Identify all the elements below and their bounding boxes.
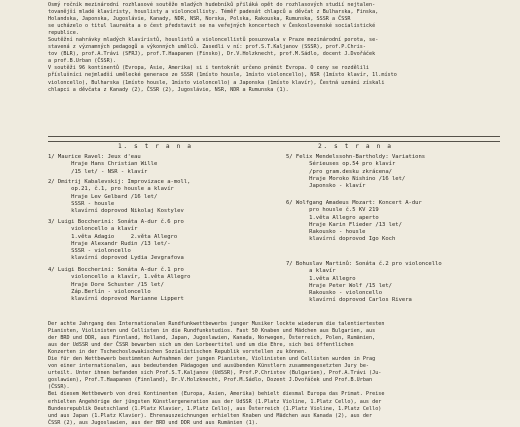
track-entry-3: 3/ Luigi Boccherini: Sonáta A-dur č.6 pro violoncello a klavír 1.věta Adagio 2.věta Allegro Hraje Alexandr Rudin /13 let/- SSSR - violoncello klavírní doprovod Lydia Jevgrafova — [48, 219, 184, 262]
side-2-heading: 2. s t r a n a — [318, 143, 393, 150]
track-entry-4: 4/ Luigi Boccherini: Sonáta A-dur č.1 pro violoncello a klavír, 1.věta Allegro Hraje Dore Schuster /15 let/ Záp.Berlín - violoncello klavírní doprovod Marianne Lippert — [48, 267, 191, 303]
track-entry-5: 5/ Felix Mendelssohn-Bartholdy: Variations Sérieuses op.54 pro klavír /pro gram.desku zkrácena/ Hraje Moroko Nishino /16 let/ Japonsko - klavír — [286, 154, 426, 190]
side-1-heading: 1. s t r a n a — [118, 143, 193, 150]
track-entry-7: 7/ Bohuslav Martinů: Sonáta č.2 pro violoncello a klavír 1.věta Allegro Hraje Peter Wolf /15 let/ Rakousko - violoncello klavírní doprovod Carlos Rivera — [286, 261, 442, 304]
track-entry-2: 2/ Dmitrij Kabalevskij: Improvizace a-moll, op.21, č.1, pro housle a klavír Hraje Lev Gelbard /16 let/ SSSR - housle klavírní doprovod Nikolaj Kostylev — [48, 179, 191, 215]
track-entry-6: 6/ Wolfgang Amadeus Mozart: Koncert A-dur pro housle č.5 KV 219 1.věta Allegro aperto Hraje Karin Flieder /13 let/ Rakousko - housle klavírní doprovod Igo Koch — [286, 200, 422, 243]
intro-paragraph-german: Der achte Jahrgang des Internationalen Rundfunkwettbewerbs junger Musiker lockte wiederum die talentiertesten Pianisten, Violinisten und Cellisten in die Rundfunkstudios. Fast 50 Knaben und Mädchen aus Bulgarien, aus der BRD und DDR, aus Finnland, Holland, Japan, Jugoslawien, Kanada, Norwegen, Österreich, Polen, Rumänien, aus der UdSSR und der ČSSR bewarben sich um den Lorbeertitel und um die Ehre, sich bei öffentlichen Konzerten in der Tschechoslowakischen Sozialistischen Republik vorstellen zu können. Die für den Wettbewerb bestimmten Aufnahmen der jungen Pianisten, Violinisten und Cellisten wurden in Prag von einer internationalen, aus bedeutenden Pädagogen und ausübenden Künstlern zusammengesetzten Jury be- urteilt. Unter ihnen befanden sich Prof.S.T.Kaljanov (UdSSR), Prof.P.Christov (Bulgarien), Prof.A.Trávi (Ju- goslawien), Prof.T.Haapanen (Finnland), Dr.V.Holzknecht, Prof.M.Sádlo, Dozent J.Dvořáček und Prof.B.Urban (ČSSR). Bei diesem Wettbewerb von drei Kontinenten (Europa, Asien, Amerika) behielt diesmal Europa das Primat. Preise erhielten Angehörige der jüngsten Künstlergeneration aus der UdSSR (1.Platz Violine, 1.Platz Cello), aus der Bundesrepublik Deutschland (1.Platz Klavier, 1.Platz Cello), aus Österreich (1.Platz Violine, 1.Platz Cello) und aus Japan (1.Platz Klavier). Ehrenauszeichnungen erhielten Knaben und Mädchen aus Kanada (2), aus der ČSSR (2), aus Jugoslawien, aus der BRD und DDR und aus Rumänien (1). — [48, 321, 385, 426]
intro-paragraph-czech: Osmý ročník mezinárodní rozhlasové soutěže mladých hudebníků přiláká opět do rozhlasových studií nejtalen- tovanější mladé klavíristy, houslisty a violoncellisty. Téměř padesát chlapců a děvčat z Bulharska, Finska, Holandska, Japonska, Jugoslávie, Kanady, NDR, NSR, Norska, Polska, Rakouska, Rumunska, SSSR a ČSSR se ucházelo o titul laureáta a o čest představit se na veřejných koncertech v Československé socialistické republice. Soutěžní nahrávky mladých klavíristů, houslistů a violoncellistů posuzovala v Praze mezinárodní porota, se- stavená z významných pedagogů a výkonných umělců. Zasedli v ní: prof.S.T.Kaljanov (SSSR), prof.P.Chris- tov (BLR), prof.A.Trávi (SFRJ), prof.T.Haapanen (Finsko), Dr.V.Holzknecht, prof.M.Sádlo, docent J.Dvořáček a prof.B.Urban (ČSSR). V soutěži 96 kontinentů (Evropa, Asie, Amerika) si i tentokrát určeno prémit Evropa. O ceny se rozdělili příslušníci nejmladší umělecké generace ze SSSR (1místo housle, 1místo violoncello), NSR (1místo klavír, 1l.místo violoncello), Bulharska (1místo housle, 1místo violoncello) a Japonska (1místo klavír), Čestná uznání získali chlapci a děvčata z Kanady (2), ČSSR (2), Jugoslávie, NSR, NDR a Rumunska (1). — [48, 2, 397, 93]
divider-line-lower — [48, 141, 500, 142]
divider-line-upper — [48, 136, 500, 137]
track-entry-1: 1/ Maurice Ravel: Jeux d'eau Hraje Hans Christian Wille /15 let/ - NSR - klavír — [48, 154, 158, 175]
